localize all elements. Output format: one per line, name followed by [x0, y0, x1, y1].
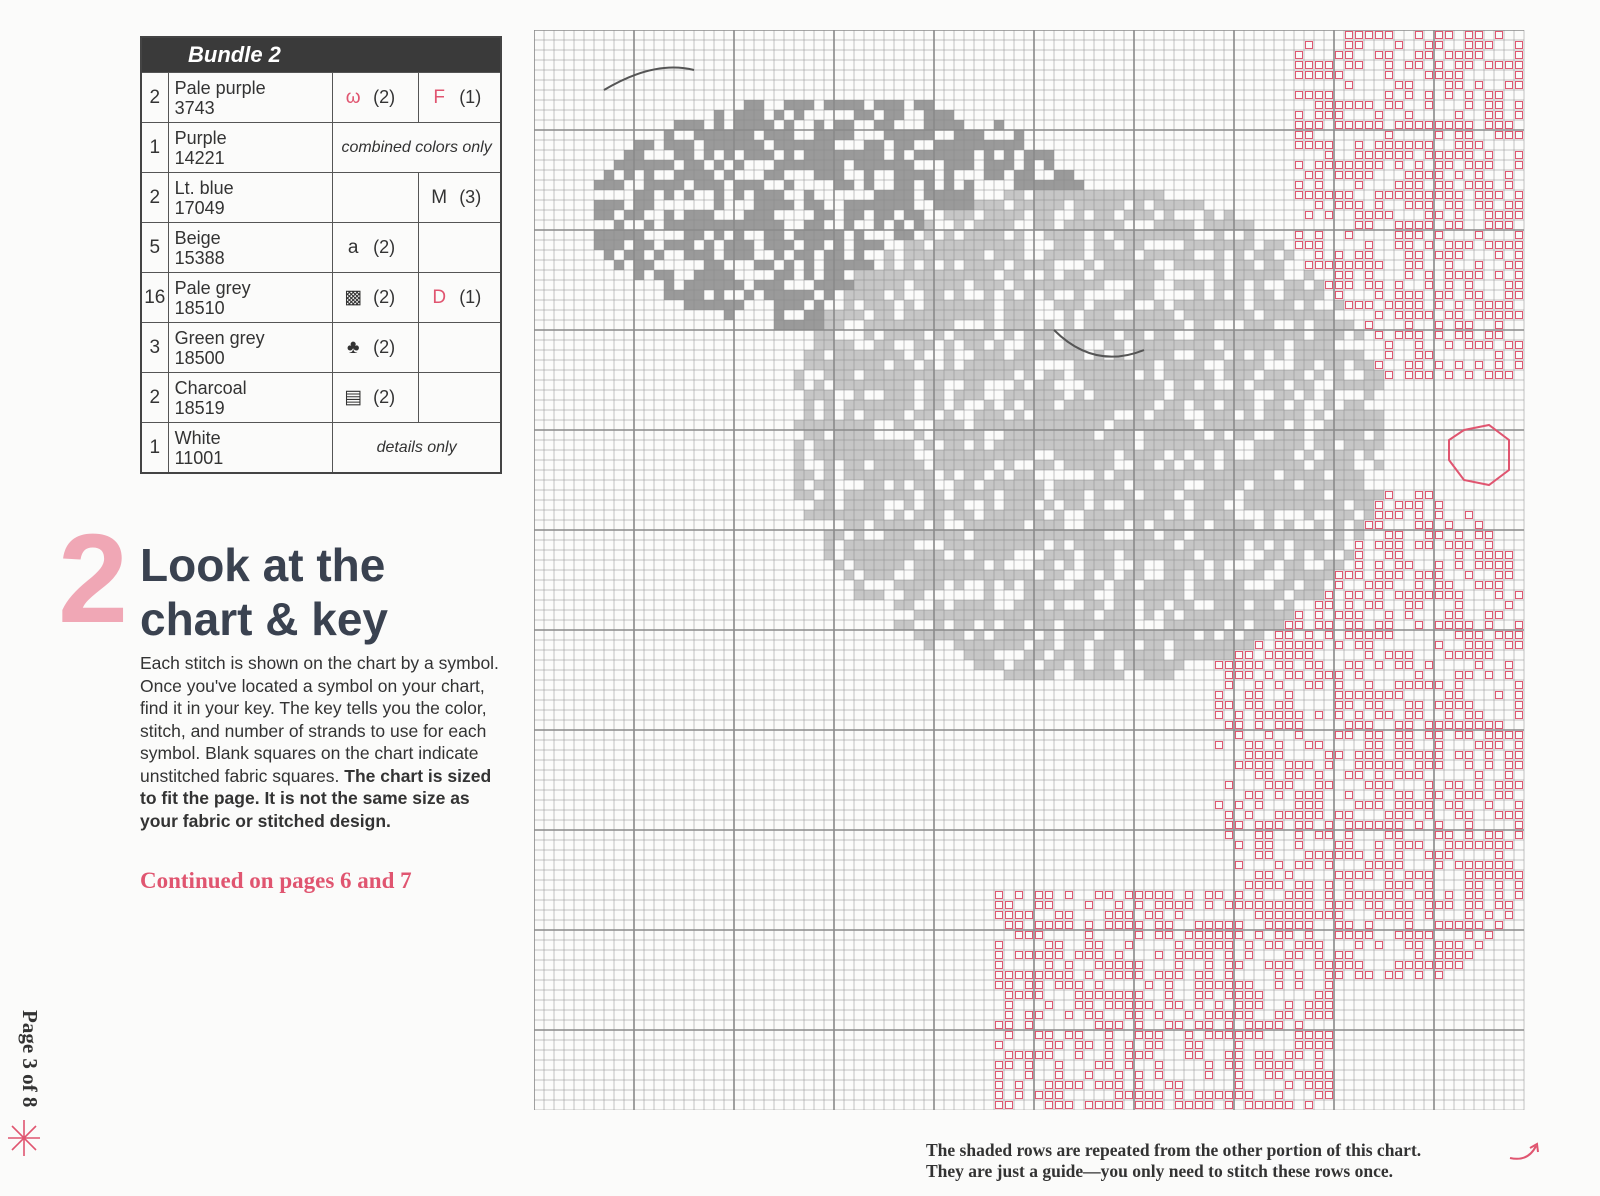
- step-heading: [140, 538, 388, 646]
- key-color-name: Purple: [174, 127, 227, 148]
- key-strands-1: (2): [373, 336, 396, 357]
- chart-footnote: [926, 1140, 1421, 1182]
- key-half-stitch: [419, 273, 501, 323]
- key-color: [168, 173, 333, 223]
- continued-note: Continued on pages 6 and 7: [140, 868, 412, 893]
- cross-stitch-chart: [534, 30, 1526, 1110]
- key-row: [141, 323, 501, 373]
- key-color-code: 18519: [174, 397, 225, 418]
- key-color-code: 18510: [174, 297, 225, 318]
- key-color: [168, 223, 333, 273]
- step-body: [140, 652, 510, 832]
- key-full-stitch: [333, 223, 419, 273]
- key-qty: 3: [141, 323, 168, 373]
- key-half-stitch: [419, 373, 501, 423]
- key-qty: 2: [141, 73, 168, 123]
- key-row: [141, 173, 501, 223]
- key-strands-1: (2): [373, 236, 396, 257]
- key-row: [141, 123, 501, 173]
- key-color: [168, 373, 333, 423]
- key-qty: 5: [141, 223, 168, 273]
- key-full-stitch: [333, 273, 419, 323]
- key-full-stitch: [333, 73, 419, 123]
- chart-grid: [534, 30, 1524, 1110]
- key-strands-1: (2): [373, 287, 396, 307]
- key-color: [168, 323, 333, 373]
- key-color: [168, 73, 333, 123]
- key-header-row: [141, 37, 501, 73]
- curved-arrow-icon: [1508, 1140, 1548, 1164]
- key-symbol-1: ▤: [344, 387, 363, 408]
- step-number: 2: [58, 508, 129, 649]
- key-strands-2: (1): [459, 86, 482, 107]
- key-color-name: Lt. blue: [174, 177, 234, 198]
- key-row: [141, 73, 501, 123]
- page-label: Page 3 of 8: [18, 1010, 42, 1108]
- color-key-table: [140, 36, 502, 474]
- key-row: [141, 223, 501, 273]
- body-plain: Each stitch is shown on the chart by a symbol. Once you've located a symbol on your chart, find it in your key. The key tells you the color, stitch, and number of strands to use for each symbol. Blank squares on the chart indicate unstitched fabric squares.: [140, 653, 499, 786]
- key-strands-2: (3): [459, 186, 482, 207]
- key-half-stitch: [419, 323, 501, 373]
- key-half-stitch: [419, 173, 501, 223]
- key-color-code: 18500: [174, 347, 225, 368]
- key-note: combined colors only: [333, 123, 501, 173]
- key-row: [141, 273, 501, 323]
- key-half-stitch: [419, 223, 501, 273]
- key-note: details only: [333, 423, 501, 474]
- key-symbol-2: M: [431, 186, 448, 208]
- key-color-name: Pale purple: [174, 77, 266, 98]
- key-color-name: Charcoal: [174, 377, 247, 398]
- key-color-name: Beige: [174, 227, 221, 248]
- key-qty: 16: [141, 273, 168, 323]
- key-rows: [141, 73, 501, 474]
- key-symbol-1: ♣: [346, 336, 360, 358]
- key-color-code: 11001: [174, 447, 224, 468]
- body-bold: The chart is sized to fit the page. It is not the same size as your fabric or stitched design.: [140, 765, 492, 831]
- key-qty: 1: [141, 423, 168, 474]
- key-half-stitch: [419, 73, 501, 123]
- footnote-line-1: The shaded rows are repeated from the other portion of this chart.: [926, 1140, 1422, 1160]
- key-row: [141, 373, 501, 423]
- key-symbol-1: ▩: [344, 287, 363, 308]
- key-symbol-1: a: [347, 236, 359, 258]
- key-color-code: 14221: [174, 147, 225, 168]
- key-symbol-1: ω: [345, 86, 361, 108]
- key-symbol-2: D: [432, 286, 447, 308]
- key-full-stitch: [333, 323, 419, 373]
- key-color-code: 3743: [174, 97, 215, 118]
- key-qty: 1: [141, 123, 168, 173]
- footnote-line-2: They are just a guide—you only need to stitch these rows once.: [926, 1161, 1393, 1181]
- key-full-stitch: [333, 373, 419, 423]
- key-color-name: White: [174, 427, 221, 448]
- key-qty: 2: [141, 373, 168, 423]
- key-strands-1: (2): [373, 387, 396, 407]
- key-row: [141, 423, 501, 474]
- bundle-label: Bundle 2: [141, 37, 501, 73]
- key-strands-1: (2): [373, 86, 396, 107]
- key-color: [168, 123, 333, 173]
- key-color: [168, 273, 333, 323]
- key-symbol-2: F: [433, 86, 445, 108]
- key-color: [168, 423, 333, 474]
- key-color-code: 15388: [174, 247, 225, 268]
- key-color-name: Green grey: [174, 327, 265, 348]
- key-qty: 2: [141, 173, 168, 223]
- heading-line-1: Look at the: [140, 539, 386, 591]
- key-color-code: 17049: [174, 197, 225, 218]
- heading-line-2: chart & key: [140, 593, 389, 645]
- compass-star-icon: [8, 1118, 40, 1158]
- key-color-name: Pale grey: [174, 277, 251, 298]
- key-strands-2: (1): [459, 286, 482, 307]
- key-full-stitch: [333, 173, 419, 223]
